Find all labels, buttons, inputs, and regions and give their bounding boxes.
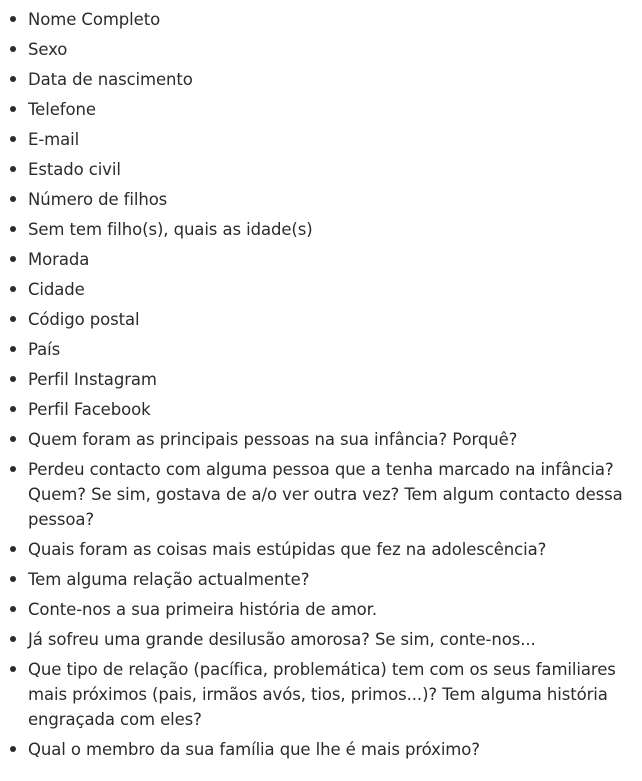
list-item — [0, 627, 642, 652]
list-item — [0, 37, 642, 62]
list-item-text: Nome Completo — [28, 10, 161, 29]
list-item — [0, 307, 642, 332]
list-item-text: Código postal — [28, 310, 140, 329]
list-item-text: Que tipo de relação (pacífica, problemática) tem com os seus familiares mais próximos (pais, irmãos avós, tios, primos...)? Tem alguma história engraçada com eles? — [28, 660, 616, 729]
bullet-icon — [10, 106, 16, 112]
list-item — [0, 247, 642, 272]
list-item-text: Perdeu contacto com alguma pessoa que a tenha marcado na infância? Quem? Se sim, gostava de a/o ver outra vez? Tem algum contacto dessa pessoa? — [28, 460, 623, 529]
list-item-text: Cidade — [28, 280, 85, 299]
list-item-text: Telefone — [28, 100, 96, 119]
list-item — [0, 657, 642, 732]
list-item-text: Sem tem filho(s), quais as idade(s) — [28, 220, 313, 239]
list-item — [0, 537, 642, 562]
list-item-text: Tem alguma relação actualmente? — [28, 570, 310, 589]
list-item — [0, 737, 642, 762]
list-item-text: Número de filhos — [28, 190, 168, 209]
bullet-icon — [10, 316, 16, 322]
list-item-text: País — [28, 340, 61, 359]
bullet-icon — [10, 196, 16, 202]
list-item-text: Perfil Facebook — [28, 400, 151, 419]
list-item-text: Sexo — [28, 40, 68, 59]
bullet-icon — [10, 76, 16, 82]
list-item — [0, 217, 642, 242]
list-item — [0, 367, 642, 392]
bullet-icon — [10, 546, 16, 552]
list-item-text: Qual o membro da sua família que lhe é mais próximo? — [28, 740, 480, 759]
bullet-icon — [10, 286, 16, 292]
list-item-text: Estado civil — [28, 160, 121, 179]
list-item — [0, 67, 642, 92]
list-item-text: Morada — [28, 250, 90, 269]
list-item — [0, 457, 642, 532]
list-item — [0, 7, 642, 32]
bullet-icon — [10, 166, 16, 172]
bullet-icon — [10, 376, 16, 382]
bullet-icon — [10, 606, 16, 612]
bullet-icon — [10, 466, 16, 472]
list-item — [0, 97, 642, 122]
list-item — [0, 427, 642, 452]
bullet-icon — [10, 16, 16, 22]
bullet-icon — [10, 136, 16, 142]
bullet-icon — [10, 746, 16, 752]
list-item-text: Data de nascimento — [28, 70, 193, 89]
list-item — [0, 597, 642, 622]
list-item-text: Já sofreu uma grande desilusão amorosa? Se sim, conte-nos... — [28, 630, 536, 649]
list-item — [0, 567, 642, 592]
list-item — [0, 337, 642, 362]
list-item-text: Quais foram as coisas mais estúpidas que fez na adolescência? — [28, 540, 547, 559]
list-item-text: Quem foram as principais pessoas na sua infância? Porquê? — [28, 430, 518, 449]
bullet-icon — [10, 436, 16, 442]
bullet-icon — [10, 406, 16, 412]
bullet-icon — [10, 256, 16, 262]
bullet-icon — [10, 636, 16, 642]
list-item — [0, 397, 642, 422]
list-item — [0, 277, 642, 302]
list-item-text: Conte-nos a sua primeira história de amor. — [28, 600, 377, 619]
list-item — [0, 127, 642, 152]
bullet-icon — [10, 346, 16, 352]
bullet-icon — [10, 576, 16, 582]
list-item — [0, 187, 642, 212]
list-item-text: E-mail — [28, 130, 80, 149]
list-item-text: Perfil Instagram — [28, 370, 157, 389]
bullet-icon — [10, 46, 16, 52]
bullet-icon — [10, 666, 16, 672]
bullet-icon — [10, 226, 16, 232]
list-item — [0, 157, 642, 182]
